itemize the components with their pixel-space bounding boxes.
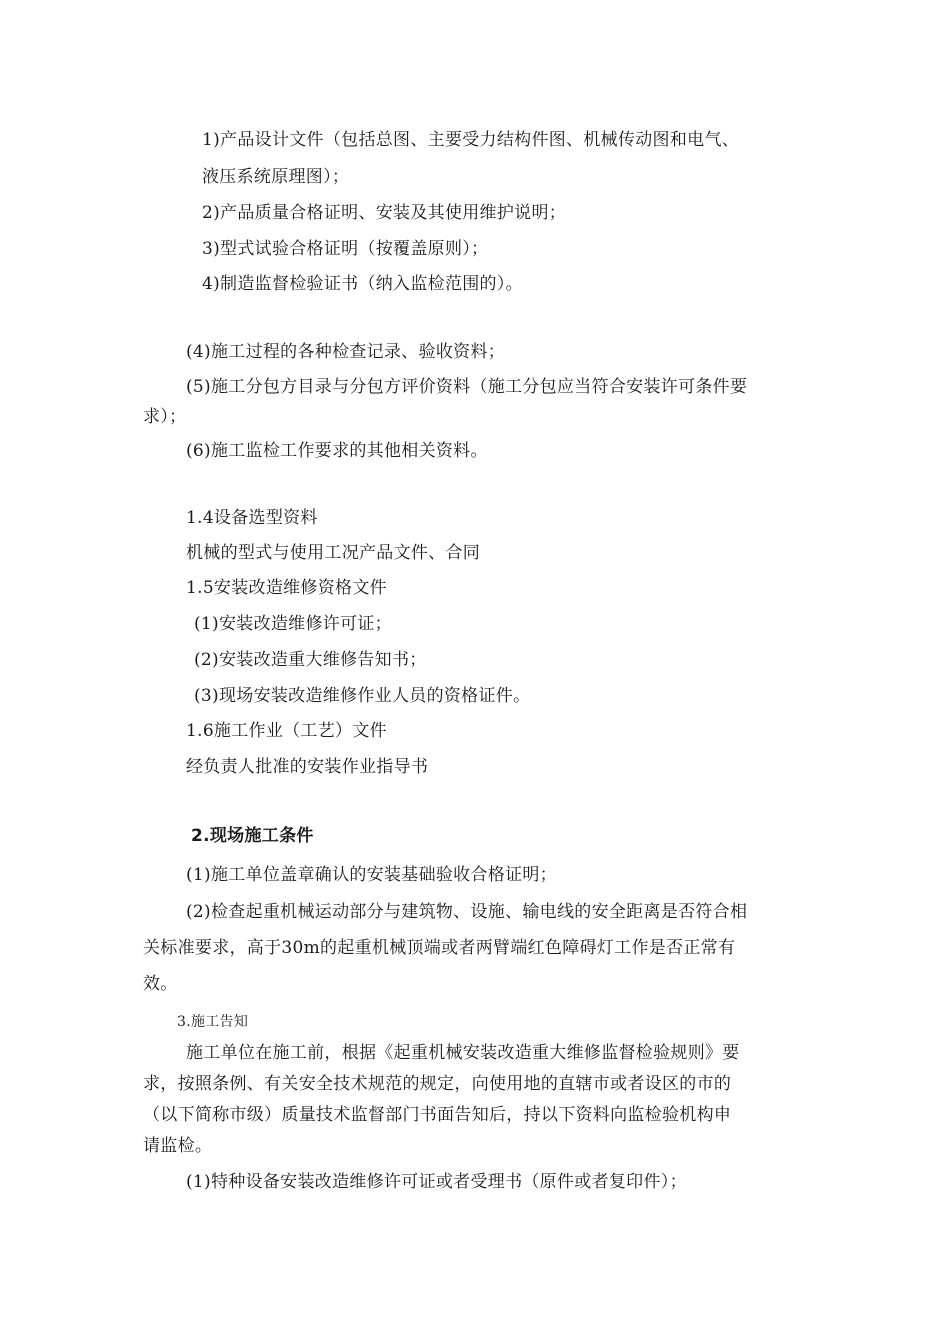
list-item: (1)安装改造维修许可证；	[194, 614, 392, 634]
paragraph: 经负责人批准的安装作业指导书	[186, 757, 429, 777]
list-item: (2)安装改造重大维修告知书；	[194, 650, 427, 670]
paragraph-continuation: 请监检。	[143, 1136, 213, 1156]
list-item: (4)施工过程的各种检查记录、验收资料；	[186, 342, 506, 362]
list-item-continuation: 效。	[143, 974, 178, 994]
list-item: (3)现场安装改造维修作业人员的资格证件。	[194, 686, 531, 706]
list-item: (1)施工单位盖章确认的安装基础验收合格证明；	[186, 865, 557, 885]
list-item-continuation: 求）；	[143, 407, 187, 427]
list-item-continuation: 关标准要求，高于30m的起重机械顶端或者两臂端红色障碍灯工作是否正常有	[143, 938, 736, 958]
list-item: (1)特种设备安装改造维修许可证或者受理书（原件或者复印件）；	[186, 1172, 687, 1192]
paragraph-continuation: 求，按照条例、有关安全技术规范的规定，向使用地的直辖市或者设区的市的	[143, 1074, 732, 1094]
section-title: 3.施工告知	[177, 1014, 249, 1030]
list-item: (6)施工监检工作要求的其他相关资料。	[186, 441, 488, 461]
list-item: (5)施工分包方目录与分包方评价资料（施工分包应当符合安装许可条件要	[186, 377, 748, 397]
list-item: 4)制造监督检验证书（纳入监检范围的）。	[202, 274, 523, 294]
section-heading: 2.现场施工条件	[191, 826, 314, 846]
section-title: 1.5安装改造维修资格文件	[186, 578, 387, 598]
paragraph: 施工单位在施工前，根据《起重机械安装改造重大维修监督检验规则》要	[186, 1043, 740, 1063]
list-item: 3)型式试验合格证明（按覆盖原则）；	[202, 239, 489, 259]
paragraph-continuation: （以下简称市级）质量技术监督部门书面告知后，持以下资料向监检验机构申	[143, 1105, 732, 1125]
paragraph: 机械的型式与使用工况产品文件、合同	[186, 543, 481, 563]
section-title: 1.4设备选型资料	[186, 508, 318, 528]
list-item: (2)检查起重机械运动部分与建筑物、设施、输电线的安全距离是否符合相	[186, 902, 748, 922]
list-item: 2)产品质量合格证明、安装及其使用维护说明；	[202, 203, 567, 223]
section-title: 1.6施工作业（工艺）文件	[186, 721, 387, 741]
list-item-continuation: 液压系统原理图）；	[202, 167, 350, 187]
list-item: 1)产品设计文件（包括总图、主要受力结构件图、机械传动图和电气、	[202, 130, 740, 150]
